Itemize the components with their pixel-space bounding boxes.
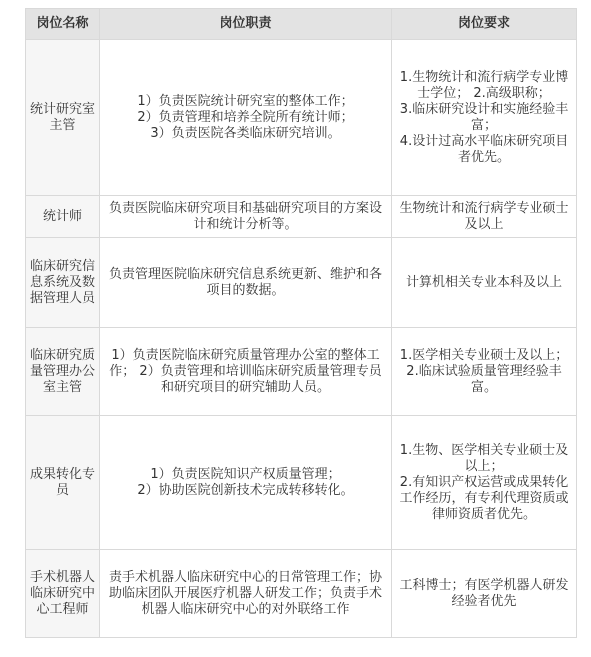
table-row [26,40,577,196]
duty-line: 3）负责医院各类临床研究培训。 [150,125,341,141]
requirement-line: 2.有知识产权运营或成果转化工作经历，有专利代理资质或律师资质者优先。 [399,474,569,522]
requirement-line: 工科博士；有医学机器人研发经验者优先 [399,577,569,609]
position-name-cell: 临床研究信息系统及数据管理人员 [26,238,100,328]
duties-cell [100,196,392,238]
duties-cell [100,416,392,550]
header-position-requirements: 岗位要求 [392,9,577,40]
requirement-line: 计算机相关专业本科及以上 [405,274,562,290]
header-position-name: 岗位名称 [26,9,100,40]
position-name-cell: 临床研究质量管理办公室主管 [26,328,100,416]
requirements-cell [392,196,577,238]
requirement-line: 1.生物、医学相关专业硕士及以上； [399,442,569,474]
header-position-duties: 岗位职责 [100,9,392,40]
table-row [26,416,577,550]
position-name-cell: 统计师 [26,196,100,238]
requirements-cell [392,40,577,196]
table-row [26,550,577,638]
position-name-cell: 统计研究室主管 [26,40,100,196]
requirement-line: 生物统计和流行病学专业硕士及以上 [399,200,569,232]
position-name-cell: 手术机器人临床研究中心工程师 [26,550,100,638]
duty-line: 2）负责管理和培养全院所有统计师； [137,109,354,125]
header-row [26,9,577,40]
requirement-line: 1.医学相关专业硕士及以上； [399,347,569,363]
requirement-line: 3.临床研究设计和实施经验丰富； [399,101,569,133]
table-row [26,238,577,328]
positions-table [25,8,577,638]
requirements-cell [392,328,577,416]
table-row [26,196,577,238]
duty-line: 2）协助医院创新技术完成转移转化。 [137,482,354,498]
positions-table-container [25,8,576,638]
position-name-cell: 成果转化专员 [26,416,100,550]
duty-line: 责手术机器人临床研究中心的日常管理工作；协助临床团队开展医疗机器人研发工作；负责手术机器人临床研究中心的对外联络工作 [108,569,382,617]
duty-line: 负责管理医院临床研究信息系统更新、维护和各项目的数据。 [108,266,382,298]
duties-cell [100,40,392,196]
table-row [26,328,577,416]
duty-line: 1）负责医院统计研究室的整体工作； [137,93,354,109]
duty-line: 负责医院临床研究项目和基础研究项目的方案设计和统计分析等。 [108,200,382,232]
duties-cell [100,328,392,416]
requirements-cell [392,550,577,638]
duties-cell [100,238,392,328]
requirement-line: 2.临床试验质量管理经验丰富。 [406,363,562,395]
duties-cell [100,550,392,638]
duty-line: 1）负责医院临床研究质量管理办公室的整体工作； 2）负责管理和培训临床研究质量管理专员和研究项目的研究辅助人员。 [109,347,382,395]
duty-line: 1）负责医院知识产权质量管理； [150,466,341,482]
requirements-cell [392,416,577,550]
requirement-line: 1.生物统计和流行病学专业博士学位； 2.高级职称； [399,69,569,101]
requirements-cell [392,238,577,328]
requirement-line: 4.设计过高水平临床研究项目者优先。 [399,133,569,165]
